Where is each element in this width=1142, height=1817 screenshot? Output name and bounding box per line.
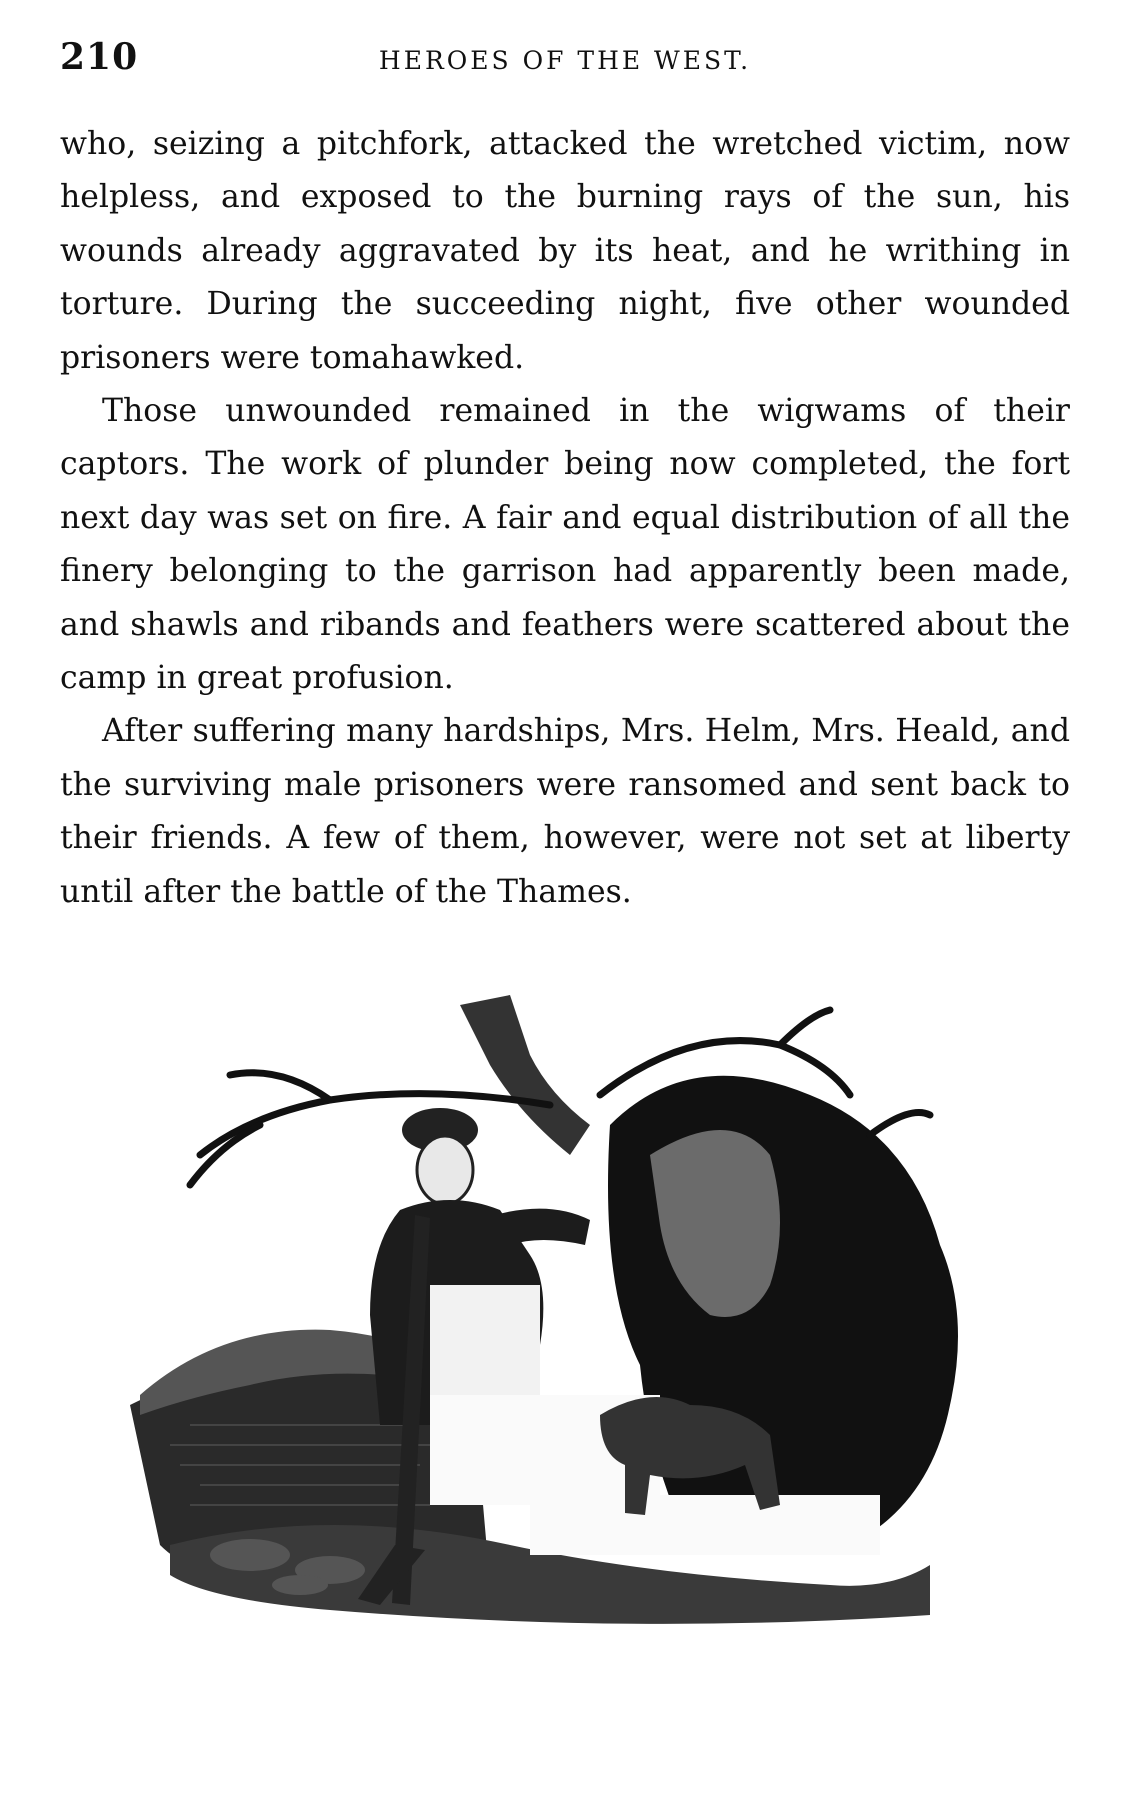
- paragraph-3: After suffering many hardships, Mrs. Helm, Mrs. Heald, and the surviving male prisoners were ransomed and sent back to their friends. A few of them, however, were not set at liberty until after the battle of the Thames.: [60, 713, 1070, 910]
- running-head: HEROES OF THE WEST.: [378, 46, 752, 75]
- paragraph-1: who, seizing a pitchfork, attacked the wretched victim, now helpless, and exposed to the burning rays of the sun, his wounds already aggravated by its heat, and he writhing in torture. During the succeeding night, five other wounded prisoners were tomahawked.: [60, 126, 1070, 376]
- paragraph-2: Those unwounded remained in the wigwams of their captors. The work of plunder being now completed, the fort next day was set on fire. A fair and equal distribution of all the finery belonging to the garrison had apparently been made, and shawls and ribands and feathers were scattered about the camp in great profusion.: [60, 393, 1070, 697]
- page-header: [60, 36, 1070, 88]
- standing-figure: [370, 1108, 590, 1425]
- woodcut-illustration: [130, 985, 1090, 1625]
- tree-trunk: [460, 995, 590, 1155]
- body-text: [60, 118, 1070, 919]
- woodcut-engraving: [130, 985, 1090, 1625]
- page-number: 210: [60, 36, 139, 78]
- light-patch-2: [530, 1495, 880, 1555]
